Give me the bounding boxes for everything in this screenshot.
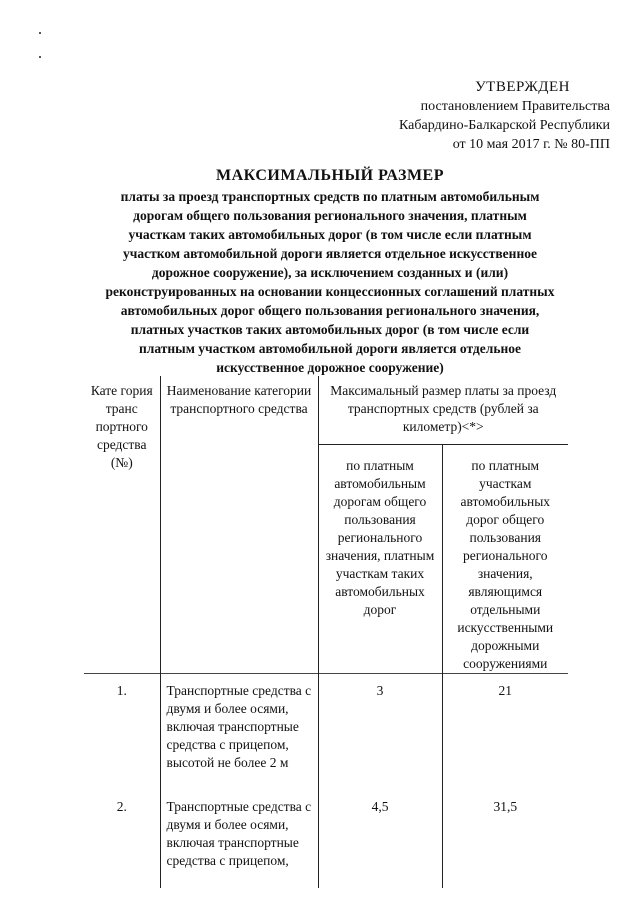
table-row xyxy=(84,674,568,791)
title-line: платы за проезд транспортных средств по платным автомобильным xyxy=(120,189,540,204)
row-number: 1. xyxy=(84,674,160,791)
row-structures-fee: 31,5 xyxy=(493,799,518,814)
title-line: платных участков таких автомобильных дорог (в том числе если xyxy=(130,322,530,337)
approval-line: от 10 мая 2017 г. № 80-ПП xyxy=(452,137,610,152)
row-structures-fee: 21 xyxy=(442,674,568,791)
title-line: платным участком автомобильной дороги является отдельное xyxy=(139,341,521,356)
header-structures: по платным участкам автомобильных дорог общего пользования регионального значения, являющимся отдельными искусственными дорожными сооружениями xyxy=(442,445,568,674)
header-category-name: Наименование категории транспортного средства xyxy=(160,376,318,674)
approval-stamp xyxy=(300,78,610,154)
approval-heading: УТВЕРЖДЕН xyxy=(475,79,570,95)
row-roads-fee: 4,5 xyxy=(318,790,442,888)
header-max-fee: Максимальный размер платы за проезд транспортных средств (рублей за километр)<*> xyxy=(330,383,557,434)
title-main: МАКСИМАЛЬНЫЙ РАЗМЕР xyxy=(216,167,444,184)
title-line: дорожное сооружение), за исключением созданных и (или) xyxy=(151,265,509,280)
approval-line: постановлением Правительства xyxy=(420,99,610,114)
row-roads-fee: 3 xyxy=(318,674,442,791)
header-category-number: Кате гория транс портного средства (№) xyxy=(84,376,160,674)
title-line: участкам таких автомобильных дорог (в том числе если платным xyxy=(128,227,532,242)
table-row xyxy=(84,790,568,888)
scan-speck xyxy=(39,56,41,58)
row-vehicle-name: Транспортные средства с двумя и более осями, включая транспортные средства с прицепом, xyxy=(160,790,318,888)
scan-speck xyxy=(39,32,41,34)
title-line: искусственное дорожное сооружение) xyxy=(216,360,444,375)
row-vehicle-name: Транспортные средства с двумя и более осями, включая транспортные средства с прицепом, высотой не более 2 м xyxy=(160,674,318,791)
document-title xyxy=(60,165,600,377)
header-roads: по платным автомобильным дорогам общего пользования регионального значения, платным участкам таких автомобильных дорог xyxy=(318,445,442,674)
table-header-row xyxy=(84,376,568,445)
title-line: участком автомобильной дороги является отдельное искусственное xyxy=(123,246,537,261)
title-line: реконструированных на основании концессионных соглашений платных xyxy=(105,284,555,299)
tariff-table xyxy=(84,376,568,888)
row-number: 2. xyxy=(84,790,160,888)
title-line: автомобильных дорог общего пользования регионального значения, xyxy=(120,303,540,318)
title-line: дорогам общего пользования регионального значения, платным xyxy=(133,208,527,223)
approval-line: Кабардино-Балкарской Республики xyxy=(399,118,610,133)
